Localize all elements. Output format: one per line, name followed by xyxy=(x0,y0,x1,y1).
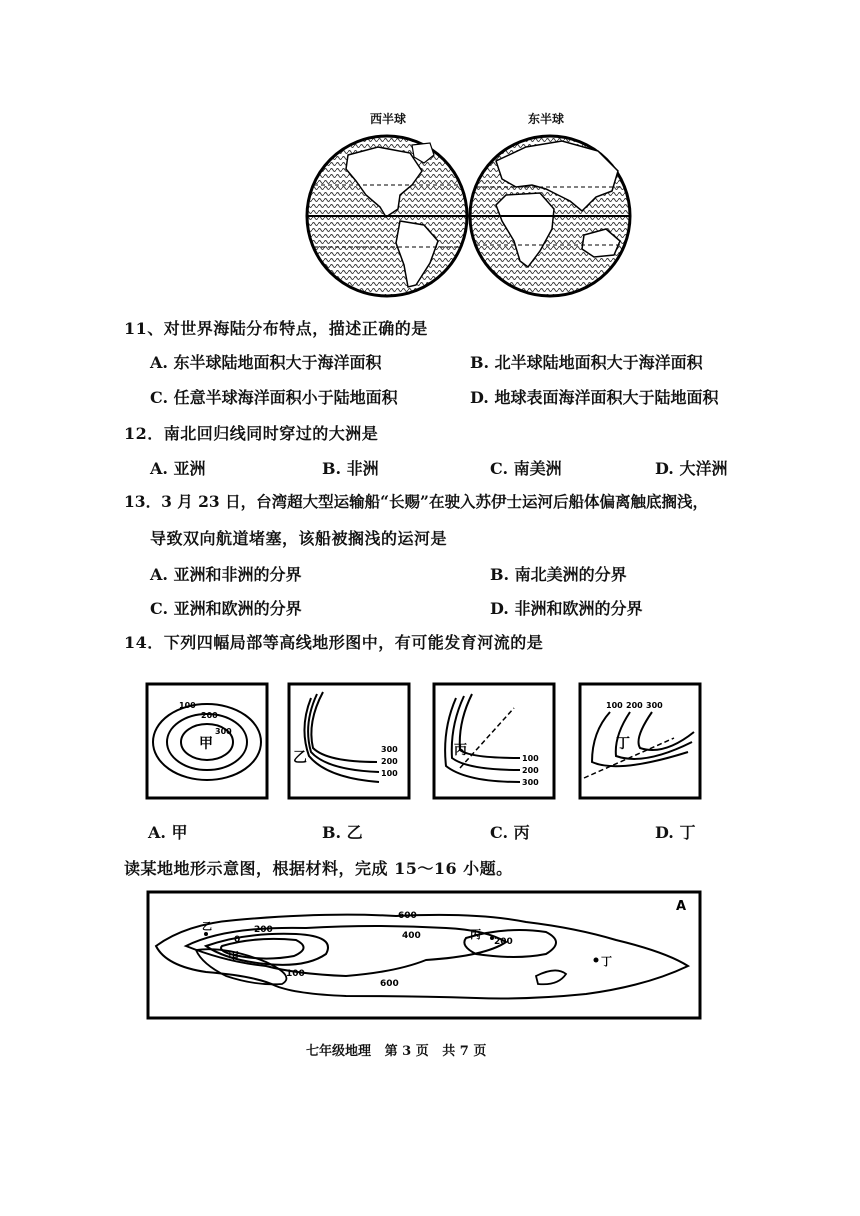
north-arrow-icon: A xyxy=(676,899,687,914)
question-13-option-d[interactable]: D. 非洲和欧洲的分界 xyxy=(490,599,643,618)
contour-map-jia xyxy=(145,682,269,800)
question-12-option-b[interactable]: B. 非洲 xyxy=(322,459,379,478)
question-14-option-b[interactable]: B. 乙 xyxy=(322,823,363,842)
contour-yi-label: 乙 xyxy=(293,750,307,766)
terrain-label-jia: 甲 xyxy=(228,950,239,963)
contour-jia-line-3: 300 xyxy=(215,727,232,736)
contour-ding-line-2: 200 xyxy=(626,701,643,710)
contour-ding-line-1: 100 xyxy=(606,701,623,710)
contour-map-yi xyxy=(287,682,411,800)
question-12-option-a[interactable]: A. 亚洲 xyxy=(150,459,206,478)
question-13-stem-line1: 13．3 月 23 日，台湾超大型运输船“长赐”在驶入苏伊士运河后船体偏离触底搁浅， xyxy=(124,492,708,511)
terrain-label-200-left: 200 xyxy=(254,925,273,935)
contour-map-ding xyxy=(578,682,702,800)
question-11-option-b[interactable]: B. 北半球陆地面积大于海洋面积 xyxy=(470,353,703,372)
reading-intro: 读某地地形示意图，根据材料，完成 15～16 小题。 xyxy=(124,859,513,878)
question-14-stem: 14．下列四幅局部等高线地形图中，有可能发育河流的是 xyxy=(124,633,544,652)
terrain-label-yi: 乙 xyxy=(202,922,212,933)
terrain-label-400: 400 xyxy=(402,931,421,941)
question-12-option-d[interactable]: D. 大洋洲 xyxy=(655,459,728,478)
terrain-label-0: 0 xyxy=(234,935,241,945)
terrain-map xyxy=(146,890,702,1020)
contour-yi-line-3: 100 xyxy=(381,769,398,778)
terrain-label-100: 100 xyxy=(286,969,305,979)
contour-bing-line-2: 200 xyxy=(522,766,539,775)
question-11-stem: 11、对世界海陆分布特点，描述正确的是 xyxy=(124,319,428,338)
contour-jia-line-2: 200 xyxy=(201,711,218,720)
terrain-label-ding: 丁 xyxy=(601,955,612,968)
hemispheres-figure xyxy=(300,125,640,305)
question-12-stem: 12．南北回归线同时穿过的大洲是 xyxy=(124,424,379,443)
question-13-option-a[interactable]: A. 亚洲和非洲的分界 xyxy=(150,565,302,584)
question-14-option-c[interactable]: C. 丙 xyxy=(490,823,530,842)
question-13-stem-line2: 导致双向航道堵塞，该船被搁浅的运河是 xyxy=(150,529,448,548)
footer-total: 共 7 页 xyxy=(442,1044,487,1059)
question-14-option-a[interactable]: A. 甲 xyxy=(148,823,188,842)
question-14-option-d[interactable]: D. 丁 xyxy=(655,823,696,842)
contour-bing-line-1: 100 xyxy=(522,754,539,763)
west-hemisphere-label: 西半球 xyxy=(370,112,407,126)
question-11-option-d[interactable]: D. 地球表面海洋面积大于陆地面积 xyxy=(470,388,719,407)
question-11-option-a[interactable]: A. 东半球陆地面积大于海洋面积 xyxy=(150,353,382,372)
east-hemisphere-label: 东半球 xyxy=(528,112,565,126)
question-12-option-c[interactable]: C. 南美洲 xyxy=(490,459,562,478)
contour-ding-line-3: 300 xyxy=(646,701,663,710)
footer-subject: 七年级地理 xyxy=(306,1044,372,1059)
contour-bing-line-3: 300 xyxy=(522,778,539,787)
terrain-label-200-right: 200 xyxy=(494,937,513,947)
question-13-option-c[interactable]: C. 亚洲和欧洲的分界 xyxy=(150,599,302,618)
contour-jia-line-1: 100 xyxy=(179,701,196,710)
question-11-option-c[interactable]: C. 任意半球海洋面积小于陆地面积 xyxy=(150,388,398,407)
footer-page: 第 3 页 xyxy=(384,1044,429,1059)
contour-map-bing xyxy=(432,682,556,800)
terrain-label-600-top: 600 xyxy=(398,911,417,921)
terrain-label-bing: 丙 xyxy=(470,928,481,941)
page-footer xyxy=(306,1040,486,1059)
eastern-hemisphere-globe xyxy=(470,136,630,296)
contour-yi-line-1: 300 xyxy=(381,745,398,754)
question-13-option-b[interactable]: B. 南北美洲的分界 xyxy=(490,565,627,584)
western-hemisphere-globe xyxy=(307,136,467,296)
terrain-label-600-bottom: 600 xyxy=(380,979,399,989)
contour-jia-label: 甲 xyxy=(199,736,213,752)
contour-ding-label: 丁 xyxy=(616,736,630,752)
contour-bing-label: 丙 xyxy=(454,743,468,758)
contour-yi-line-2: 200 xyxy=(381,757,398,766)
